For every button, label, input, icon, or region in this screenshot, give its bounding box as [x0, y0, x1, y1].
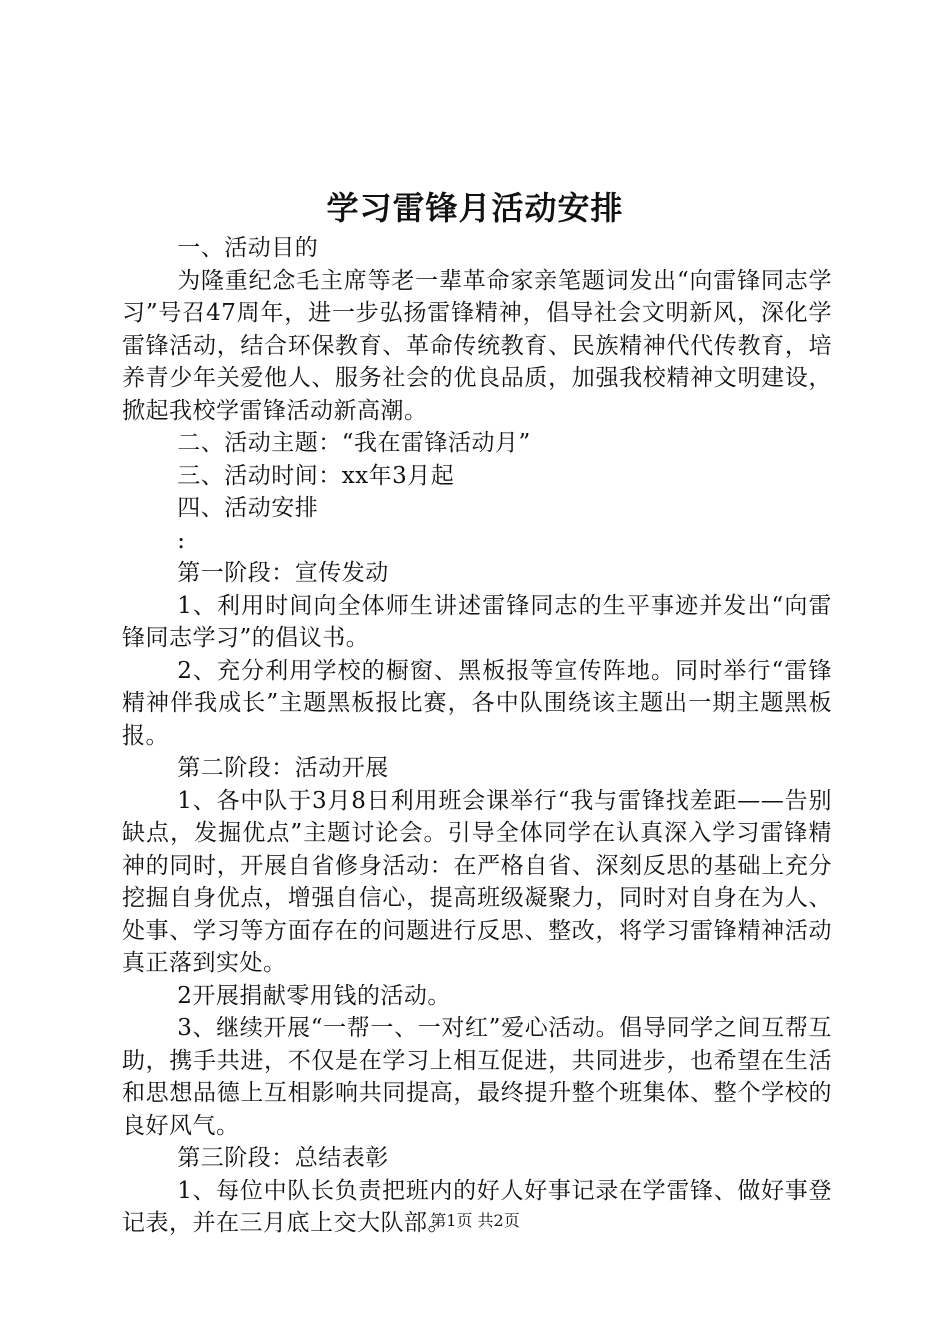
section-heading-theme: 二、活动主题：“我在雷锋活动月”: [177, 430, 531, 456]
phase-three-item-1: 1、每位中队长负责把班内的好人好事记录在学雷锋、做好事登记表，并在三月底上交大队部。: [122, 1177, 832, 1236]
phase-two-item-3: 3、继续开展“一帮一、一对红”爱心活动。倡导同学之间互帮互助，携手共进，不仅是在学习上相互促进，共同进步，也希望在生活和思想品德上互相影响共同提高，最终提升整个班集体、整个学校的良好风气。: [122, 1015, 832, 1139]
phase-two-heading: 第二阶段：活动开展: [177, 755, 389, 781]
phase-two-item-2: 2开展捐献零用钱的活动。: [177, 982, 451, 1009]
phase-one-item-1: 1、利用时间向全体师生讲述雷锋同志的生平事迹并发出“向雷锋同志学习”的倡议书。: [122, 592, 832, 651]
phase-three-heading: 第三阶段：总结表彰: [177, 1145, 389, 1171]
section-heading-purpose: 一、活动目的: [177, 235, 319, 261]
page-footer: 第1页 共2页: [430, 1211, 520, 1230]
phase-one-heading: 第一阶段：宣传发动: [177, 560, 389, 586]
document-title: 学习雷锋月活动安排: [326, 189, 624, 227]
colon-line: :: [177, 527, 186, 554]
document-body: [122, 232, 832, 1240]
phase-one-item-2: 2、充分利用学校的橱窗、黑板报等宣传阵地。同时举行“雷锋精神伴我成长”主题黑板报比赛，各中队围绕该主题出一期主题黑板报。: [122, 657, 832, 749]
section-heading-arrangement: 四、活动安排: [177, 495, 319, 521]
paragraph-purpose: 为隆重纪念毛主席等老一辈革命家亲笔题词发出“向雷锋同志学习”号召47周年，进一步弘扬雷锋精神，倡导社会文明新风，深化学雷锋活动，结合环保教育、革命传统教育、民族精神代代传教育，培养青少年关爱他人、服务社会的优良品质，加强我校精神文明建设，掀起我校学雷锋活动新高潮。: [122, 267, 832, 424]
phase-two-item-1: 1、各中队于3月8日利用班会课举行“我与雷锋找差距——告别缺点，发掘优点”主题讨论会。引导全体同学在认真深入学习雷锋精神的同时，开展自省修身活动：在严格自省、深刻反思的基础上充分挖掘自身优点，增强自信心，提高班级凝聚力，同时对自身在为人、处事、学习等方面存在的问题进行反思、整改，将学习雷锋精神活动真正落到实处。: [122, 787, 832, 976]
section-heading-time: 三、活动时间：xx年3月起: [177, 462, 455, 489]
